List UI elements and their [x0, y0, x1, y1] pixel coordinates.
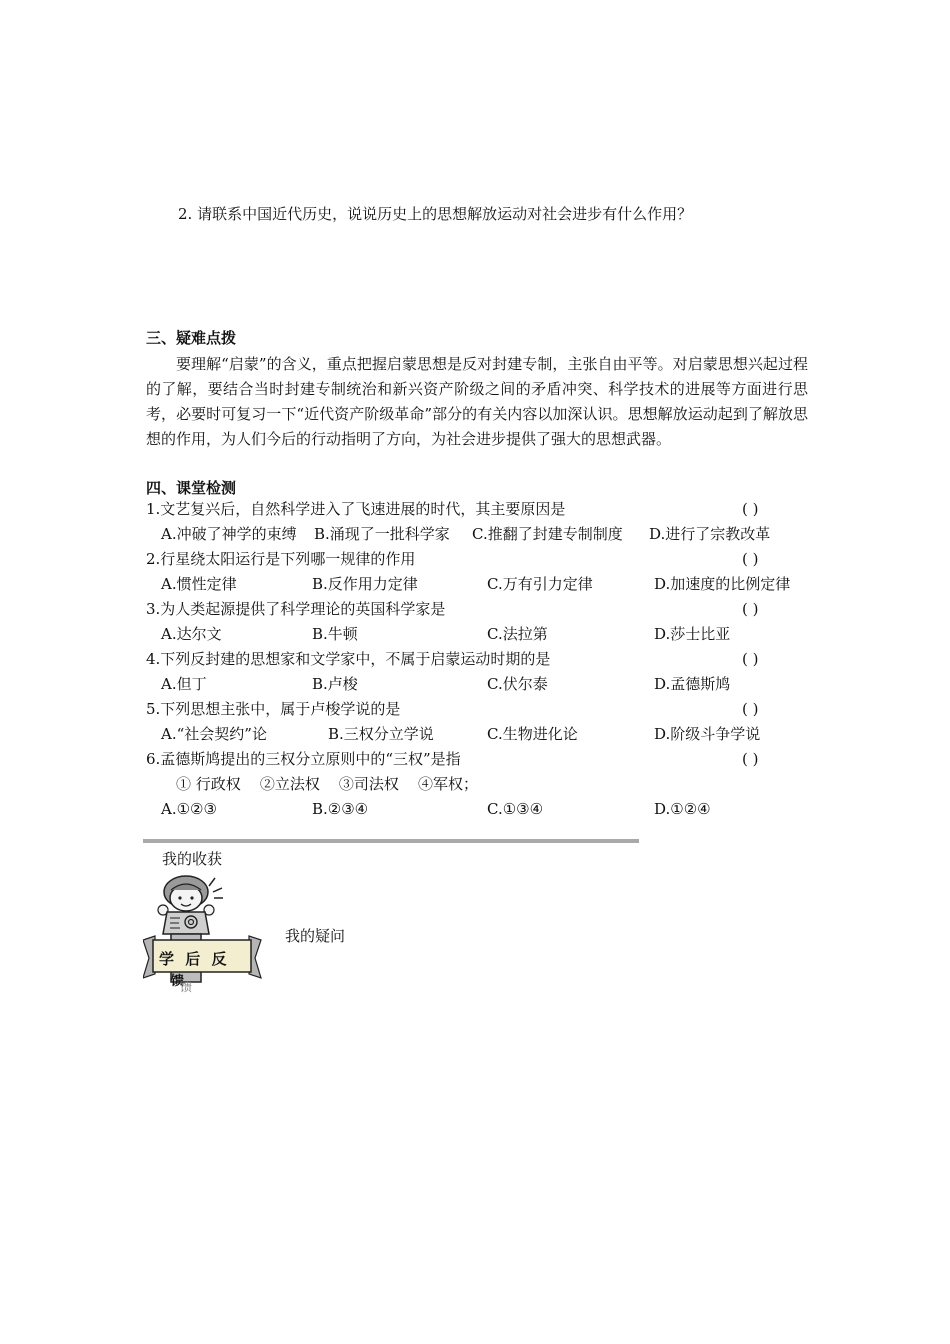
answer-bracket: ( )	[742, 700, 759, 718]
option-d: D.莎士比亚	[654, 625, 731, 643]
option-c: C.生物进化论	[487, 725, 578, 743]
quiz-question-text: 1.文艺复兴后，自然科学进入了飞速进展的时代，其主要原因是	[146, 500, 566, 518]
banner-text: 学 后 反	[159, 950, 230, 968]
banner-overflow-shadow-char: 馈	[180, 980, 193, 994]
quiz-options-5	[146, 722, 846, 747]
option-a: A.但丁	[161, 675, 207, 693]
option-c: C.万有引力定律	[487, 575, 593, 593]
option-a: A.达尔文	[161, 625, 222, 643]
answer-bracket: ( )	[742, 750, 759, 768]
option-c: C.法拉第	[487, 625, 548, 643]
quiz-question-text: 2.行星绕太阳运行是下列哪一规律的作用	[146, 550, 416, 568]
option-b: B.反作用力定律	[312, 575, 418, 593]
banner-overflow-char: 馈	[171, 974, 185, 989]
option-b: B.卢梭	[312, 675, 358, 693]
answer-bracket: ( )	[742, 500, 759, 518]
quiz-question-2	[146, 547, 806, 572]
quiz-question-text: 6.孟德斯鸠提出的三权分立原则中的“三权”是指	[146, 750, 461, 768]
quiz-options-6	[146, 797, 846, 822]
quiz-question-text: 4.下列反封建的思想家和文学家中，不属于启蒙运动时期的是	[146, 650, 551, 668]
quiz-question-5	[146, 697, 806, 722]
quiz-options-1	[146, 522, 846, 547]
option-a: A.“社会契约”论	[161, 725, 267, 743]
section-3-heading: 三、疑难点拨	[146, 329, 237, 347]
option-c: C.伏尔泰	[487, 675, 548, 693]
quiz-question-text: 3.为人类起源提供了科学理论的英国科学家是	[146, 600, 446, 618]
option-b: B.三权分立学说	[328, 725, 434, 743]
quiz-question-4	[146, 647, 806, 672]
option-a: A.惯性定律	[161, 575, 237, 593]
option-d: D.进行了宗教改革	[649, 525, 771, 543]
question-2-text: 2. 请联系中国近代历史，说说历史上的思想解放运动对社会进步有什么作用？	[178, 205, 693, 223]
option-c: C.推翻了封建专制制度	[472, 525, 623, 543]
option-d: D.孟德斯鸠	[654, 675, 731, 693]
option-d: D.①②④	[654, 800, 711, 818]
quiz-options-2	[146, 572, 846, 597]
option-b: B.涌现了一批科学家	[314, 525, 450, 543]
quiz-question-3	[146, 597, 806, 622]
option-d: D.加速度的比例定律	[654, 575, 791, 593]
my-gains-label: 我的收获	[162, 850, 223, 868]
option-a: A.冲破了神学的束缚	[161, 525, 297, 543]
option-a: A.①②③	[161, 800, 217, 818]
answer-bracket: ( )	[742, 600, 759, 618]
section-divider	[143, 839, 639, 843]
answer-bracket: ( )	[742, 550, 759, 568]
answer-bracket: ( )	[742, 650, 759, 668]
quiz-options-3	[146, 622, 846, 647]
quiz-question-6	[146, 747, 806, 772]
option-b: B.②③④	[312, 800, 369, 818]
feedback-illustration	[143, 870, 273, 994]
option-c: C.①③④	[487, 800, 544, 818]
section-3-paragraph: 要理解“启蒙”的含义，重点把握启蒙思想是反对封建专制，主张自由平等。对启蒙思想兴起过程的了解，要结合当时封建专制统治和新兴资产阶级之间的矛盾冲突、科学技术的进展等方面进行思考，必要时可复习一下“近代资产阶级革命”部分的有关内容以加深认识。思想解放运动起到了解放思想的作用，为人们今后的行动指明了方向，为社会进步提供了强大的思想武器。	[146, 355, 808, 448]
reading-child-icon	[143, 870, 273, 990]
quiz-question-6-subline: ① 行政权 ②立法权 ③司法权 ④军权；	[176, 775, 478, 793]
option-d: D.阶级斗争学说	[654, 725, 761, 743]
my-questions-label: 我的疑问	[285, 927, 346, 945]
quiz-question-1	[146, 497, 806, 522]
section-4-heading: 四、课堂检测	[146, 479, 237, 497]
option-b: B.牛顿	[312, 625, 358, 643]
quiz-options-4	[146, 672, 846, 697]
quiz-question-text: 5.下列思想主张中，属于卢梭学说的是	[146, 700, 401, 718]
